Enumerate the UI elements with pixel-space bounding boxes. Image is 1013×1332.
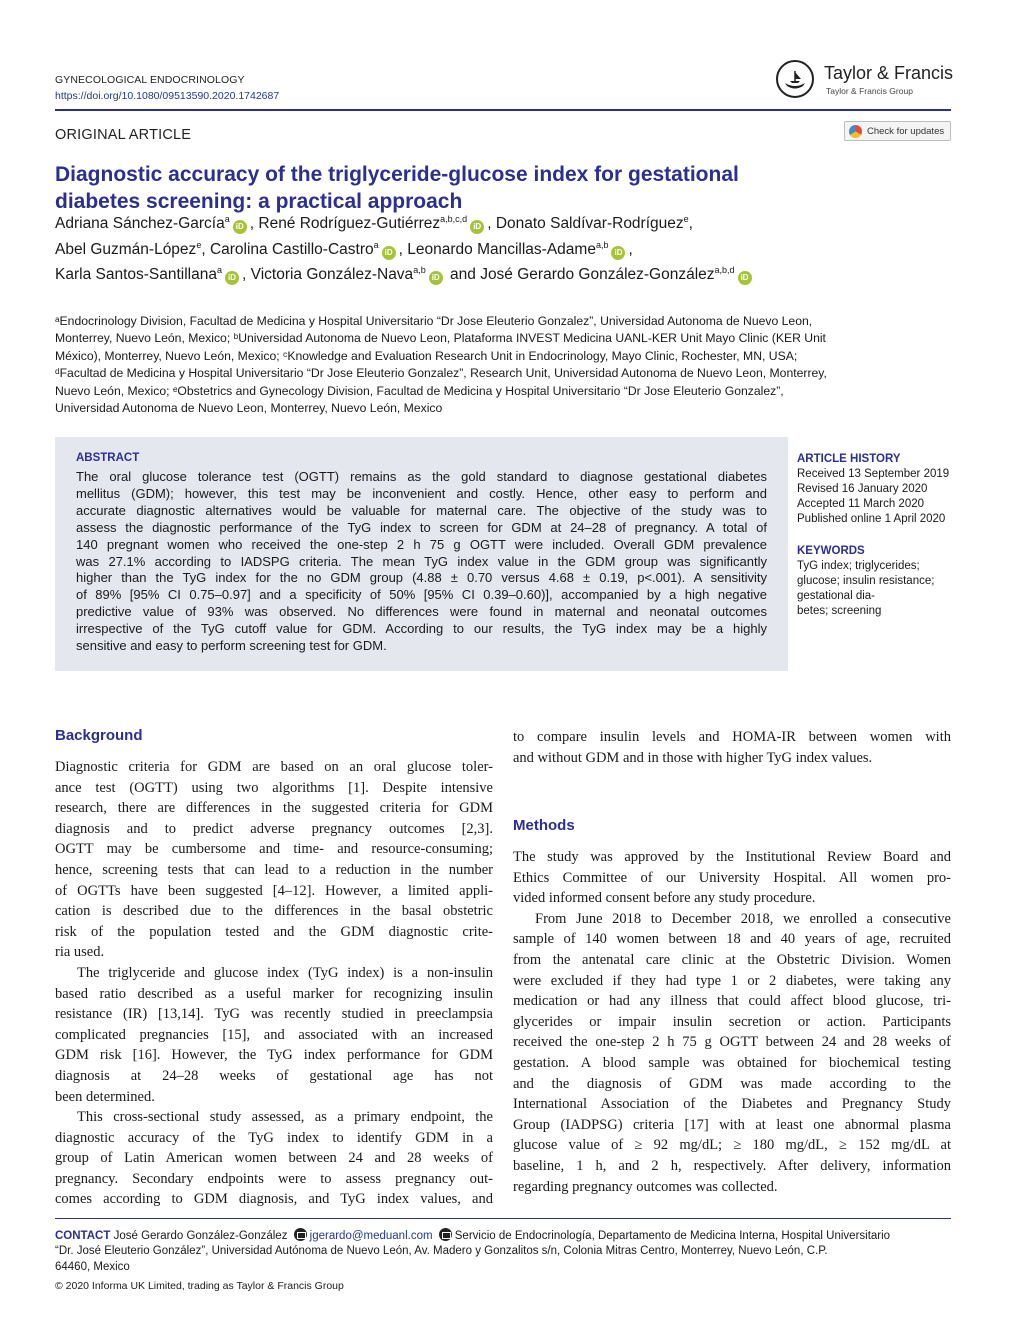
body-line: OGTT may be cumbersome and time- and resource-consuming; [55, 841, 493, 858]
body-line: This cross-sectional study assessed, as a primary endpoint, the [77, 1109, 493, 1126]
keywords [797, 544, 934, 619]
email-icon [294, 1228, 307, 1241]
background-heading: Background [55, 727, 143, 744]
body-line: The triglyceride and glucose index (TyG index) is a non-insulin [77, 964, 493, 981]
body-line: ria used. [55, 944, 105, 961]
author-name[interactable]: Victoria González-Nava [250, 266, 414, 283]
keyword-line: betes; screening [797, 605, 882, 617]
author-sep: , [628, 240, 633, 258]
author-name[interactable]: Adriana Sánchez-García [55, 215, 225, 232]
footer-rule [55, 1218, 951, 1219]
author-sep: , [242, 266, 251, 283]
orcid-icon[interactable]: iD [382, 246, 396, 260]
contact-line [55, 1228, 951, 1244]
body-line: baseline, 1 h, and 2 h, respectively. After delivery, information [513, 1157, 951, 1174]
author-line [55, 235, 955, 261]
body-line: Diagnostic criteria for GDM are based on an oral glucose toler- [55, 759, 493, 775]
author-affil: a [224, 214, 230, 224]
body-line: regarding pregnancy outcomes was collected. [513, 1178, 778, 1195]
abstract-line: was 27.1% according to IADSPG criteria. The mean TyG index value in the GDM group was significantly [76, 553, 767, 569]
body-line: received the one-step 2 h 75 g OGTT between 24 and 28 weeks of [513, 1034, 951, 1051]
abstract-line: of 89% [95% CI 0.75–0.97] and a specificity of 50% [95% CI 0.39–0.60)], accompanied by a high negative [76, 587, 767, 603]
author-affil: a,b [595, 239, 609, 250]
body-line: risk of the population tested and the GDM diagnostic crite- [55, 923, 493, 940]
affiliation-line: México), Monterrey, Nuevo León, Mexico; ᶜKnowledge and Evaluation Research Unit in Endocrinology, Mayo Clinic, Rochester, MN, USA; [55, 348, 798, 363]
body-line: based ratio described as a useful marker for recognizing insulin [55, 985, 493, 1002]
contact-email[interactable]: jgerardo@meduanl.com [309, 1230, 433, 1242]
author-name[interactable]: Donato Saldívar-Rodríguez [495, 215, 684, 232]
author-list [55, 209, 955, 286]
author-name[interactable]: Carolina Castillo-Castro [209, 240, 374, 258]
abstract-line: higher than the TyG index for the no GDM group (4.88 ± 0.70 versus 4.68 ± 0.19, p<.001). A sensitivity [76, 570, 767, 586]
publisher-name: Taylor & Francis [824, 63, 954, 83]
contact-name: José Gerardo González-González [113, 1230, 288, 1242]
author-affil: e [196, 239, 202, 250]
author-sep: and [445, 266, 481, 283]
author-sep: , [688, 215, 693, 232]
copyright: © 2020 Informa UK Limited, trading as Taylor & Francis Group [55, 1280, 344, 1292]
affiliations [55, 313, 955, 417]
history-item: Published online 1 April 2020 [797, 513, 946, 525]
affiliation-line: ᵃEndocrinology Division, Facultad de Medicina y Hospital Universitario “Dr Jose Eleuterio Gonzalez”, Universidad Autonoma de Nuevo Leon, [55, 314, 813, 328]
journal-name: GYNECOLOGICAL ENDOCRINOLOGY [55, 74, 245, 86]
publisher-group: Taylor & Francis Group [826, 86, 913, 96]
orcid-icon[interactable]: iD [738, 271, 752, 285]
author-sep: , [398, 240, 408, 258]
body-line: diagnosis and to predict adverse pregnancy outcomes [2,3]. [55, 820, 493, 837]
body-line: and without GDM and in those with higher TyG index values. [513, 749, 873, 766]
methods-section [513, 847, 951, 1197]
contact-label: CONTACT [55, 1230, 111, 1242]
email-icon [439, 1228, 452, 1241]
doi-link[interactable]: https://doi.org/10.1080/09513590.2020.1742687 [55, 90, 280, 102]
abstract-heading: ABSTRACT [76, 452, 140, 464]
body-line: to compare insulin levels and HOMA-IR between women with [513, 729, 951, 745]
keyword-line: TyG index; triglycerides; [797, 560, 920, 572]
author-name[interactable]: René Rodríguez-Gutiérrez [258, 215, 441, 232]
contact-block [55, 1228, 951, 1275]
body-line: and the diagnosis of GDM was made according to the [513, 1075, 951, 1092]
article-title [55, 161, 855, 215]
abstract-line: mellitus (GDM); however, this test may be inconvenient and costly. Hence, other easy to perform and [76, 485, 767, 501]
body-line: research, there are differences in the suggested criteria for GDM [55, 800, 493, 817]
header-rule [55, 109, 951, 111]
background-continuation [513, 727, 951, 768]
body-line: The study was approved by the Institutional Review Board and [513, 849, 951, 865]
body-line: resistance (IR) [13,14]. TyG was recently studied in preeclampsia [55, 1006, 493, 1023]
body-line: comes according to GDM diagnosis, and TyG index values, and [55, 1191, 493, 1208]
keyword-line: gestational dia- [797, 590, 875, 602]
body-line: of OGTTs have been suggested [4–12]. However, a limited appli- [55, 882, 493, 899]
author-affil: a,b [413, 265, 426, 275]
check-updates-button[interactable] [844, 121, 951, 141]
body-line: vided informed consent before any study procedure. [513, 890, 816, 907]
body-line: diagnostic accuracy of the TyG index to identify GDM in a [55, 1129, 493, 1146]
body-line: glucose value of ≥ 92 mg/dL; ≥ 180 mg/dL, ≥ 152 mg/dL at [513, 1137, 951, 1154]
title-line: diabetes screening: a practical approach [55, 190, 463, 213]
author-sep: , [249, 215, 259, 232]
body-line: gestation. A blood sample was obtained for biochemical testing [513, 1054, 951, 1071]
abstract-line: irrespective of the TyG cutoff value for GDM. According to our results, the TyG index may be a highly [76, 621, 767, 637]
publisher-logo-icon [776, 60, 814, 98]
body-line: were excluded if they had type 1 or 2 diabetes, were taking any [513, 972, 951, 989]
history-item: Accepted 11 March 2020 [797, 498, 925, 510]
body-line: medication or had any illness that could affect blood glucose, tri- [513, 993, 951, 1010]
body-line: complicated pregnancies [15], and associated with an increased [55, 1026, 493, 1043]
publisher-logo[interactable] [776, 60, 952, 104]
author-name[interactable]: José Gerardo González-González [480, 266, 715, 283]
author-name[interactable]: Karla Santos-Santillana [55, 266, 217, 283]
article-type: ORIGINAL ARTICLE [55, 127, 192, 143]
check-updates-icon [849, 125, 862, 138]
body-line: cation is described due to the differences in the basal obstetric [55, 903, 493, 920]
abstract-line: sensitive and easy to perform screening test for GDM. [76, 638, 387, 654]
article-history-heading: ARTICLE HISTORY [797, 453, 901, 465]
body-line: From June 2018 to December 2018, we enrolled a consecutive [535, 910, 951, 927]
abstract-line: accurate diagnostic alternatives would be valuable for maternal care. The objective of the study was to [76, 502, 767, 518]
orcid-icon[interactable]: iD [470, 220, 484, 234]
body-line: Ethics Committee of our University Hospital. All women pro- [513, 869, 951, 886]
title-line: Diagnostic accuracy of the triglyceride-glucose index for gestational [55, 163, 739, 186]
author-affil: a [373, 239, 379, 250]
background-section [55, 757, 493, 1210]
orcid-icon[interactable]: iD [233, 220, 247, 234]
author-name[interactable]: Leonardo Mancillas-Adame [407, 240, 596, 258]
author-affil: a,b,c,d [440, 214, 468, 224]
body-line: group of Latin American women between 24 and 28 weeks of [55, 1150, 493, 1167]
history-item: Received 13 September 2019 [797, 468, 950, 480]
contact-line: 64460, Mexico [55, 1260, 130, 1273]
contact-line: “Dr. José Eleuterio González”, Universidad Autónoma de Nuevo León, Av. Madero y Gonzalitos s/n, Colonia Mitras Centro, Monterrey, Nuevo León, C.P. [55, 1245, 828, 1258]
contact-address: Servicio de Endocrinología, Departamento de Medicina Interna, Hospital Universitario [454, 1230, 891, 1242]
affiliation-line: Monterrey, Nuevo León, Mexico; ᵇUniversidad Autonoma de Nuevo Leon, Plataforma INVEST Medicina UANL-KER Unit Mayo Clinic (KER Unit [55, 331, 826, 346]
body-line: hence, screening tests that can lead to a reduction in the number [55, 861, 493, 878]
author-name[interactable]: Abel Guzmán-López [55, 240, 197, 258]
orcid-icon[interactable]: iD [429, 271, 443, 285]
affiliation-line: Nuevo León, Mexico; ᵉObstetrics and Gynecology Division, Facultad de Medicina y Hospital Universitario “Dr Jose Eleuterio Gonzalez”, [55, 383, 784, 398]
body-line: sample of 140 women between 18 and 40 years of age, recruited [513, 931, 951, 948]
body-line: GDM risk [16]. However, the TyG index performance for GDM [55, 1047, 493, 1064]
history-item: Revised 16 January 2020 [797, 483, 928, 495]
body-line: International Association of the Diabetes and Pregnancy Study [513, 1096, 951, 1113]
body-line: diagnosis at 24–28 weeks of gestational age has not [55, 1067, 493, 1084]
author-affil: a,b,d [714, 265, 735, 275]
article-history [797, 452, 949, 527]
body-line: pregnancy. Secondary endpoints were to assess pregnancy out- [55, 1170, 493, 1187]
body-line: Group (IADPSG) criteria [17] with at least one abnormal plasma [513, 1116, 951, 1133]
affiliation-line: ᵈFacultad de Medicina y Hospital Universitario “Dr Jose Eleuterio Gonzalez”, Research Unit, Universidad Autonoma de Nuevo Leon, Monterrey, [55, 366, 827, 381]
methods-heading: Methods [513, 817, 575, 834]
keyword-line: glucose; insulin resistance; [797, 575, 935, 587]
author-affil: a [217, 265, 223, 275]
orcid-icon[interactable]: iD [611, 246, 625, 260]
author-line [55, 209, 955, 235]
affiliation-line: Universidad Autonoma de Nuevo Leon, Monterrey, Nuevo León, Mexico [55, 401, 443, 416]
author-sep: , [487, 215, 496, 232]
check-updates-label: Check for updates [867, 125, 945, 137]
author-line [55, 260, 955, 286]
abstract-line: predictive value of 93% was observed. No differences were found in maternal and neonatal outcomes [76, 604, 767, 620]
abstract-line: assess the diagnostic performance of the TyG index to screen for GDM at 24–28 of pregnancy. A total of [76, 519, 767, 535]
author-sep: , [201, 240, 210, 258]
abstract-line: 140 pregnant women who received the one-step 2 h 75 g OGTT were included. Overall GDM prevalence [76, 536, 767, 552]
body-line: been determined. [55, 1088, 155, 1105]
body-line: ance test (OGTT) using two algorithms [1]. Despite intensive [55, 779, 493, 796]
keywords-heading: KEYWORDS [797, 545, 865, 557]
abstract-line: The oral glucose tolerance test (OGTT) remains as the gold standard to diagnose gestational diabetes [76, 469, 767, 484]
abstract-text [76, 469, 767, 655]
orcid-icon[interactable]: iD [225, 271, 239, 285]
author-affil: e [683, 214, 689, 224]
body-line: glycerides or impair insulin secretion or action. Participants [513, 1013, 951, 1030]
body-line: from the antenatal care clinic at the Obstetric Division. Women [513, 951, 951, 968]
